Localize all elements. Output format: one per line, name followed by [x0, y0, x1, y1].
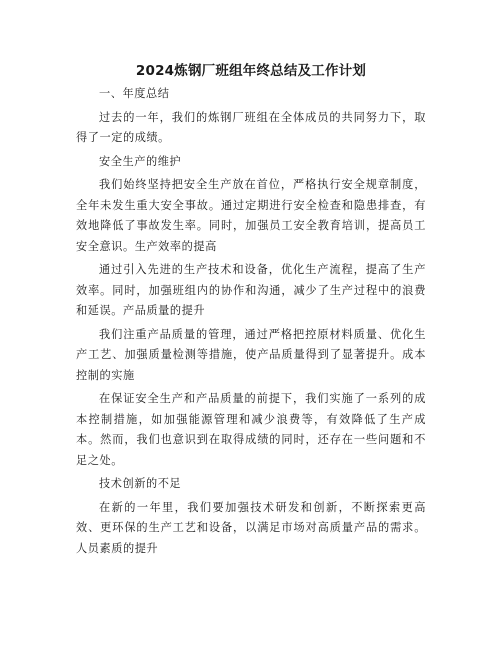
paragraph: 在保证安全生产和产品质量的前提下，我们实施了一系列的成本控制措施，如加强能源管理和减少浪费等，有效降低了生产成本。然而，我们也意识到在取得成绩的同时，还存在一些问题和不足之处。	[76, 392, 426, 467]
paragraph: 通过引入先进的生产技术和设备，优化生产流程，提高了生产效率。同时，加强班组内的协作和沟通，减少了生产过程中的浪费和延误。产品质量的提升	[76, 263, 426, 317]
subsection-heading: 技术创新的不足	[99, 477, 182, 490]
paragraph: 我们始终坚持把安全生产放在首位，严格执行安全规章制度，全年未发生重大安全事故。通过定期进行安全检查和隐患排查，有效地降低了事故发生率。同时，加强员工安全教育培训，提高员工安全意识。生产效率的提高	[76, 178, 426, 253]
paragraph: 我们注重产品质量的管理，通过严格把控原材料质量、优化生产工艺、加强质量检测等措施，使产品质量得到了显著提升。成本控制的实施	[76, 327, 426, 382]
paragraph: 过去的一年，我们的炼钢厂班组在全体成员的共同努力下，取得了一定的成绩。	[76, 110, 426, 144]
document-title: 2024炼钢厂班组年终总结及工作计划	[135, 63, 367, 79]
section-heading: 一、年度总结	[99, 87, 170, 100]
paragraph: 在新的一年里，我们要加强技术研发和创新，不断探索更高效、更环保的生产工艺和设备，以满足市场对高质量产品的需求。人员素质的提升	[76, 500, 426, 555]
subsection-heading: 安全生产的维护	[99, 154, 182, 168]
document-body	[76, 84, 426, 562]
